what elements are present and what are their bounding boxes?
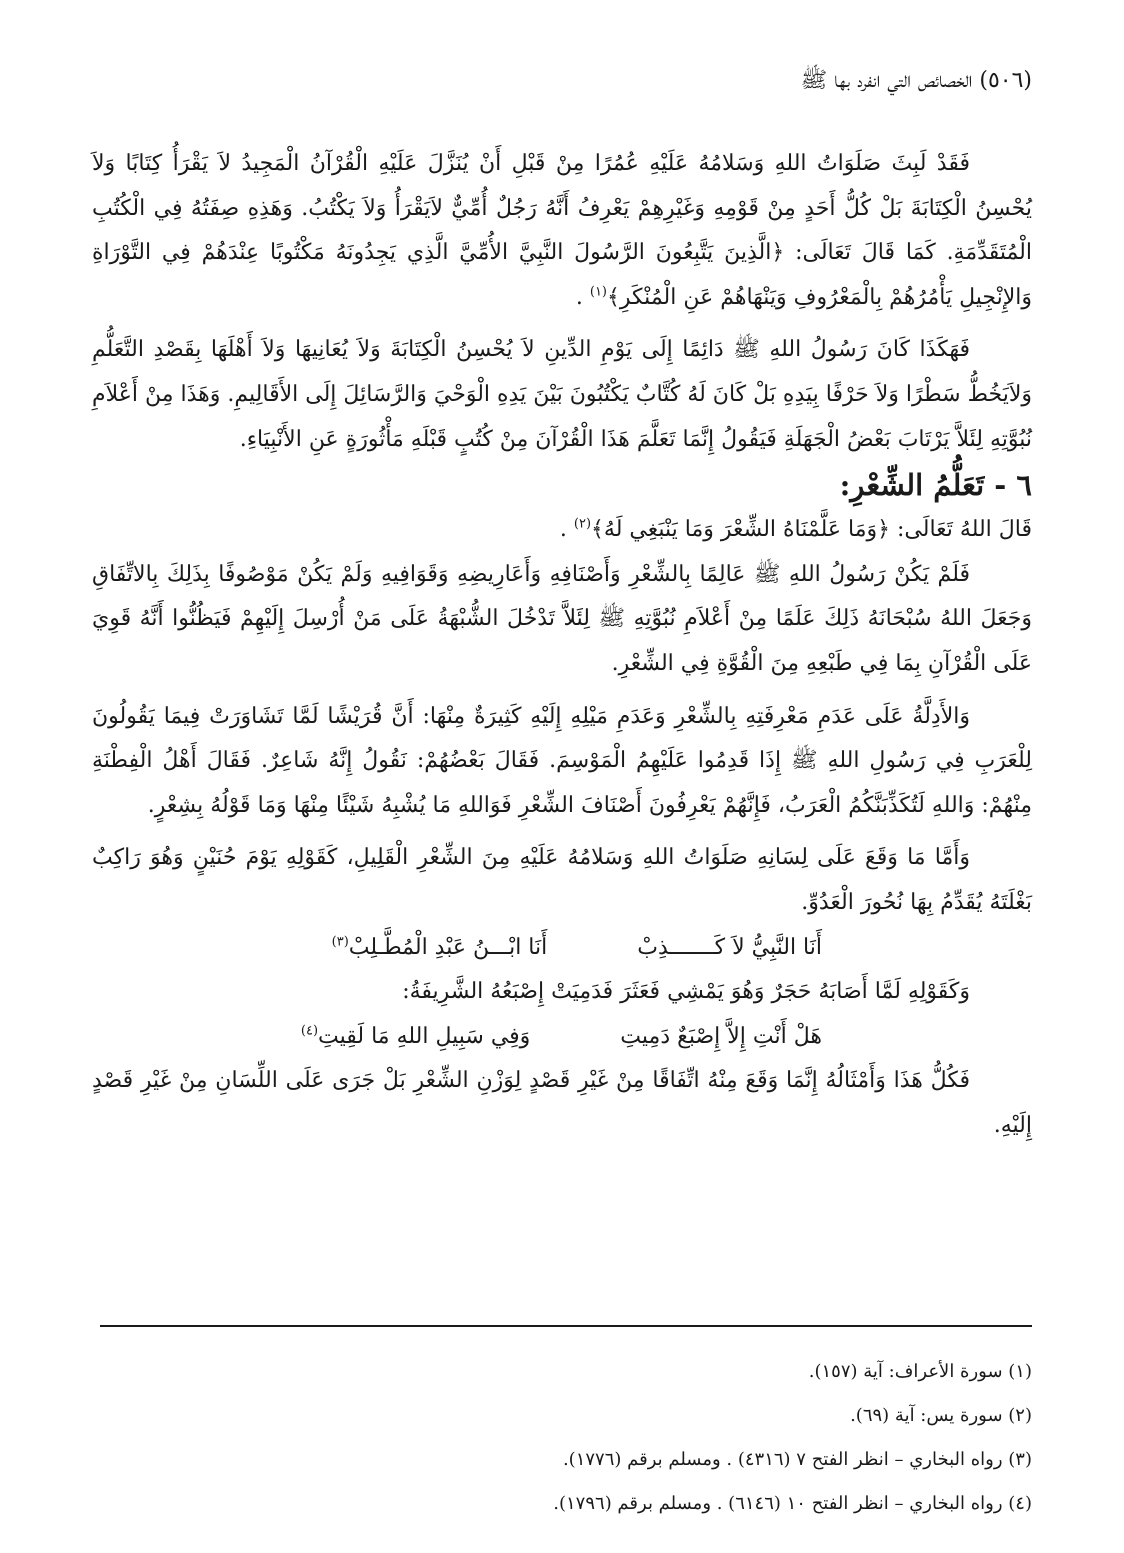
paragraph-3-end: .: [559, 517, 574, 543]
verse-1-hemistich-2: أَنَا ابْـــنُ عَبْدِ الْمُطَّـلِبْ: [348, 934, 548, 960]
verse-2-hemistich-1: هَلْ أَنْتِ إِلاَّ إِصْبَعٌ دَمِيتِ: [620, 1023, 822, 1049]
footnote-1: (١) سورة الأعراف: آية (١٥٧).: [808, 1361, 1032, 1382]
paragraph-2: فَهَكَذَا كَانَ رَسُولُ اللهِ ﷺ دَائِمًا إِلَى يَوْمِ الدِّينِ لاَ يُحْسِنُ الْكِتَابَةَ وَلاَ يُعَانِيهَا وَلاَ أَهْلَهَا بِقَصْدِ التَّعَلُّمِ وَلاَيَخُطُّ سَطْرًا وَلاَ حَرْفًا بِيَدِهِ بَلْ كَانَ لَهُ كُتَّابٌ يَكْتُبُونَ بَيْنَ يَدِهِ الْوَحْيَ وَالرَّسَائِلَ إِلَى الأَقَالِيمِ. وَهَذَا مِنْ أَعْلاَمِ نُبُوَّتِهِ لِئَلاَّ يَرْتَابَ بَعْضُ الْجَهَلَةِ فَيَقُولُ إِنَّمَا تَعَلَّمَ هَذَا الْقُرْآنَ مِنْ كُتُبٍ قَبْلَهِ مَأْثُورَةٍ عَنِ الأَنْبِيَاءِ.: [92, 337, 1032, 452]
paragraph-8: فَكُلُّ هَذَا وَأَمْثَالُهُ إِنَّمَا وَقَعَ مِنْهُ اتِّفَاقًا مِنْ غَيْرِ قَصْدٍ لِوَزْنِ الشِّعْرِ بَلْ جَرَى عَلَى اللِّسَانِ مِنْ غَيْرِ قَصْدٍ إِلَيْهِ.: [92, 1068, 1032, 1138]
paragraph-7: وَكَقَوْلِهِ لَمَّا أَصَابَهُ حَجَرٌ وَهُوَ يَمْشِي فَعَثَرَ فَدَمِيَتْ إِصْبَعُهُ الشَّرِيفَةُ:: [402, 979, 970, 1005]
paragraph-3-text: قَالَ اللهُ تَعَالَى: ﴿وَمَا عَلَّمْنَاهُ الشِّعْرَ وَمَا يَنْبَغِي لَهُ﴾: [591, 517, 1032, 543]
footnote-ref-4: (٤): [300, 1023, 319, 1039]
footnote-4: (٤) رواه البخاري – انظر الفتح ١٠ (٦١٤٦) . ومسلم برقم (١٧٩٦).: [553, 1493, 1032, 1514]
paragraph-4: فَلَمْ يَكُنْ رَسُولُ اللهِ ﷺ عَالِمًا بِالشِّعْرِ وَأَصْنَافِهِ وَأَعَارِيضِهِ وَقَوَافِيهِ وَلَمْ يَكُنْ مَوْصُوفًا بِذَلِكَ بِالاتِّفَاقِ وَجَعَلَ اللهُ سُبْحَانَهُ ذَلِكَ عَلَمًا مِنْ أَعْلاَمِ نُبُوَّتِهِ ﷺ لِئَلاَّ تَدْخُلَ الشُّبْهَةُ عَلَى مَنْ أُرْسِلَ إِلَيْهِمْ فَيَظُنُّوا أَنَّهُ قَوِيَ عَلَى الْقُرْآنِ بِمَا فِي طَبْعِهِ مِنَ الْقُوَّةِ فِي الشِّعْرِ.: [92, 561, 1032, 676]
footnote-3: (٣) رواه البخاري – انظر الفتح ٧ (٤٣١٦) . ومسلم برقم (١٧٧٦).: [562, 1449, 1032, 1470]
running-title: الخصائص التي انفرد بها ﷺ: [800, 68, 973, 93]
verse-2: [92, 1015, 1032, 1060]
paragraph-1: [92, 142, 1032, 320]
page-number: (٥٠٦): [979, 68, 1032, 93]
verse-2-hemistich-2: وَفِي سَبِيلِ اللهِ مَا لَقِيتِ: [318, 1023, 531, 1049]
running-header: [801, 66, 1032, 96]
main-text: [92, 142, 1032, 1148]
footnote-ref-2: (٢): [573, 516, 592, 532]
footnote-divider: [100, 1325, 1032, 1327]
verse-2-hemistich-2-wrap: [301, 1015, 530, 1060]
footnote-ref-3: (٣): [331, 934, 349, 950]
paragraph-3: [92, 508, 1032, 553]
verse-1-hemistich-2-wrap: [332, 926, 548, 971]
footnote-2: (٢) سورة يس: آية (٦٩).: [850, 1405, 1032, 1426]
paragraph-6: وَأَمَّا مَا وَقَعَ عَلَى لِسَانِهِ صَلَوَاتُ اللهِ وَسَلامُهُ عَلَيْهِ مِنَ الشِّعْرِ الْقَلِيلِ، كَقَوْلِهِ يَوْمَ حُنَيْنٍ وَهُوَ رَاكِبٌ بَغْلَتَهُ يُقَدِّمُ بِهَا نُحُورَ الْعَدُوِّ.: [92, 845, 1032, 915]
paragraph-1-end: .: [575, 284, 590, 310]
verse-1-hemistich-1: أَنَا النَّبِيُّ لاَ كَـــــــذِبْ: [637, 934, 822, 960]
section-heading: ٦ - تَعَلُّمُ الشِّعْرِ:: [839, 468, 1032, 503]
footnote-ref-1: (١): [589, 284, 607, 300]
verse-1: [92, 926, 1032, 971]
footnotes: [92, 1350, 1032, 1526]
paragraph-1-text: فَقَدْ لَبِثَ صَلَوَاتُ اللهِ وَسَلامُهُ عَلَيْهِ عُمُرًا مِنْ قَبْلِ أَنْ يُنَزَّلَ عَلَيْهِ الْقُرْآنُ الْمَجِيدُ لاَ يَقْرَأُ كِتَابًا وَلاَ يُحْسِنُ الْكِتَابَةَ بَلْ كُلُّ أَحَدٍ مِنْ قَوْمِهِ وَغَيْرِهِمْ يَعْرِفُ أَنَّهُ رَجُلٌ أُمِّيٌّ لاَيَقْرَأُ وَلاَ يَكْتُبُ. وَهَذِهِ صِفَتُهُ فِي الْكُتُبِ الْمُتَقَدِّمَةِ. كَمَا قَالَ تَعَالَى: ﴿الَّذِينَ يَتَّبِعُونَ الرَّسُولَ النَّبِيَّ الأُمِّيَّ الَّذِي يَجِدُونَهُ مَكْتُوبًا عِنْدَهُمْ فِي التَّوْرَاةِ وَالإِنْجِيلِ يَأْمُرُهُمْ بِالْمَعْرُوفِ وَيَنْهَاهُمْ عَنِ الْمُنْكَرِ﴾: [92, 151, 1032, 310]
paragraph-5: وَالأَدِلَّةُ عَلَى عَدَمِ مَعْرِفَتِهِ بِالشِّعْرِ وَعَدَمِ مَيْلِهِ إِلَيْهِ كَثِيرَةٌ مِنْهَا: أَنَّ قُرَيْشًا لَمَّا تَشَاوَرَتْ فِيمَا يَقُولُونَ لِلْعَرَبِ فِي رَسُولِ اللهِ ﷺ إِذَا قَدِمُوا عَلَيْهِمُ الْمَوْسِمَ. فَقَالَ بَعْضُهُمْ: نَقُولُ إِنَّهُ شَاعِرٌ. فَقَالَ أَهْلُ الْفِطْنَةِ مِنْهُمْ: وَاللهِ لَتُكَذِّبَنَّكُمُ الْعَرَبُ، فَإِنَّهُمْ يَعْرِفُونَ أَصْنَافَ الشِّعْرِ فَوَاللهِ مَا يُشْبِهُ شَيْئًا مِنْهَا وَمَا قَوْلُهُ بِشِعْرٍ.: [92, 703, 1032, 818]
